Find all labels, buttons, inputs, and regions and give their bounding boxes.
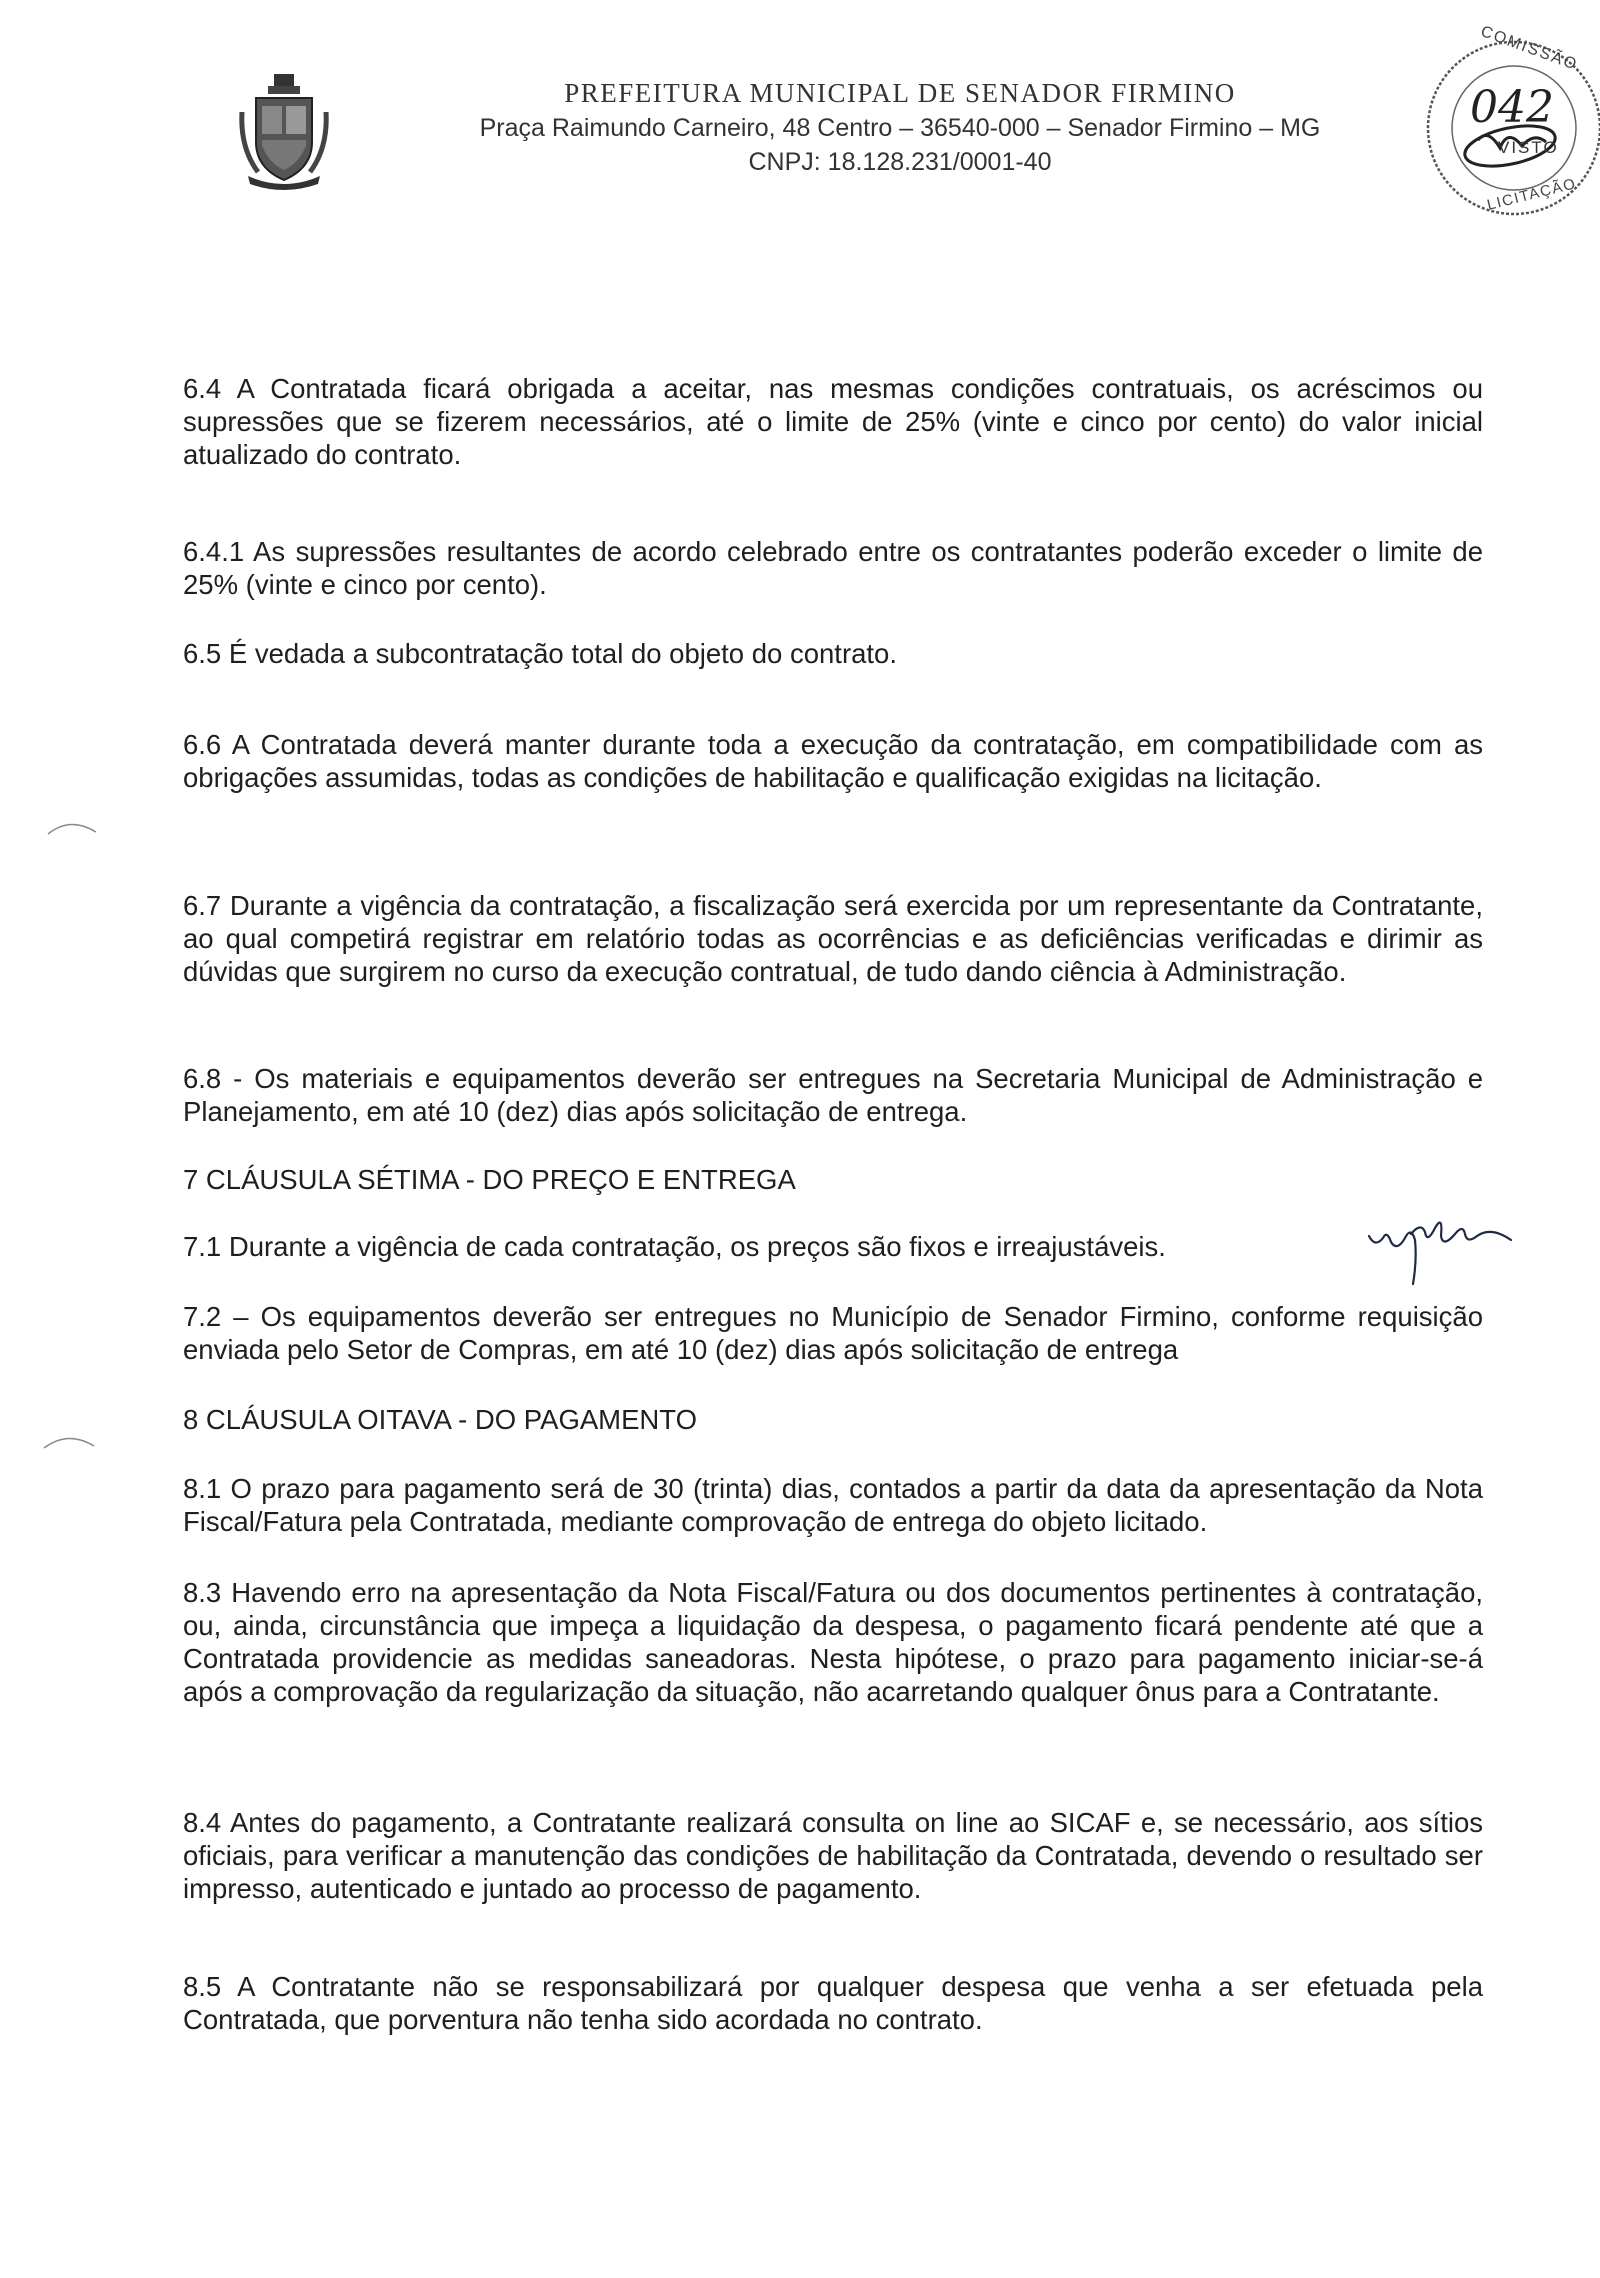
stamp-top-text: COMISSÃO [1478, 23, 1581, 75]
margin-pen-mark [44, 812, 104, 842]
clause-7-2: 7.2 – Os equipamentos deverão ser entregues no Município de Senador Firmino, conforme requisição enviada pelo Setor de Compras, em até 10 (dez) dias após solicitação de entrega [183, 1301, 1483, 1365]
stamp-page-number: 042 [1470, 82, 1554, 133]
margin-pen-mark [40, 1428, 100, 1458]
handwritten-initials [1365, 1200, 1515, 1290]
section-8-heading: 8 CLÁUSULA OITAVA - DO PAGAMENTO [183, 1404, 697, 1435]
clause-6-4-1: 6.4.1 As supressões resultantes de acordo celebrado entre os contratantes poderão exceder o limite de 25% (vinte e cinco por cento). [183, 536, 1483, 600]
stamp-bottom-text: LICITAÇÃO [1485, 175, 1579, 214]
clause-6-7: 6.7 Durante a vigência da contratação, a fiscalização será exercida por um representante da Contratante, ao qual competirá registrar em relatório todas as ocorrências e as deficiências verificadas e dirimir as dúvidas que surgirem no curso da execução contratual, de tudo dando ciência à Administração. [183, 890, 1483, 987]
clause-8-3: 8.3 Havendo erro na apresentação da Nota Fiscal/Fatura ou dos documentos pertinentes à contratação, ou, ainda, circunstância que impeça a liquidação da despesa, o pagamento ficará pendente até que a Contratada providencie as medidas saneadoras. Nesta hipótese, o prazo para pagamento iniciar-se-á após a comprovação da regularização da situação, não acarretando qualquer ônus para a Contratante. [183, 1577, 1483, 1707]
section-7-heading: 7 CLÁUSULA SÉTIMA - DO PREÇO E ENTREGA [183, 1164, 796, 1195]
clause-8-4: 8.4 Antes do pagamento, a Contratante realizará consulta on line ao SICAF e, se necessário, aos sítios oficiais, para verificar a manutenção das condições de habilitação da Contratada, devendo o resultado ser impresso, autenticado e juntado ao processo de pagamento. [183, 1807, 1483, 1904]
clause-6-4: 6.4 A Contratada ficará obrigada a aceitar, nas mesmas condições contratuais, os acréscimos ou supressões que se fizerem necessários, até o limite de 25% (vinte e cinco por cento) do valor inicial atualizado do contrato. [183, 373, 1483, 470]
clause-6-5: 6.5 É vedada a subcontratação total do objeto do contrato. [183, 638, 897, 669]
municipality-address: Praça Raimundo Carneiro, 48 Centro – 36540-000 – Senador Firmino – MG [479, 114, 1321, 142]
municipal-coat-of-arms-icon [238, 72, 330, 190]
clause-6-6: 6.6 A Contratada deverá manter durante toda a execução da contratação, em compatibilidade com as obrigações assumidas, todas as condições de habilitação e qualificação exigidas na licitação. [183, 729, 1483, 793]
clause-8-1: 8.1 O prazo para pagamento será de 30 (trinta) dias, contados a partir da data da apresentação da Nota Fiscal/Fatura pela Contratada, mediante comprovação de entrega do objeto licitado. [183, 1473, 1483, 1537]
stamp-visto-text: VISTO [1498, 138, 1559, 157]
clause-7-1: 7.1 Durante a vigência de cada contratação, os preços são fixos e irreajustáveis. [183, 1231, 1166, 1262]
municipality-title: PREFEITURA MUNICIPAL DE SENADOR FIRMINO [564, 78, 1236, 108]
clause-6-8: 6.8 - Os materiais e equipamentos deverão ser entregues na Secretaria Municipal de Administração e Planejamento, em até 10 (dez) dias após solicitação de entrega. [183, 1063, 1483, 1127]
municipality-cnpj: CNPJ: 18.128.231/0001-40 [748, 148, 1052, 176]
clause-8-5: 8.5 A Contratante não se responsabilizará por qualquer despesa que venha a ser efetuada pela Contratada, que porventura não tenha sido acordada no contrato. [183, 1971, 1483, 2035]
